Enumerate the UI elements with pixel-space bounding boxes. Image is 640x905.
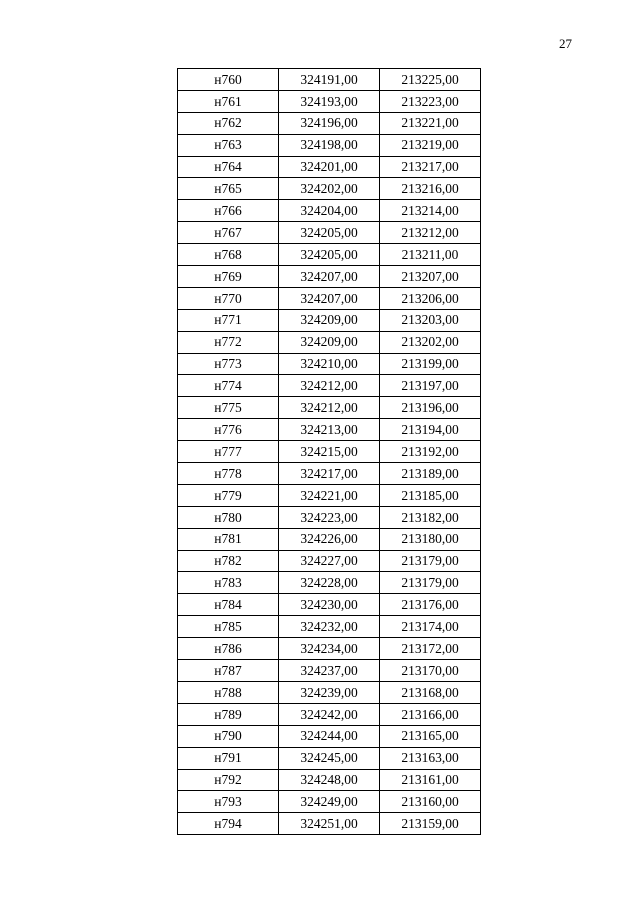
x-coordinate-cell: 324232,00 <box>279 616 380 638</box>
point-id-cell: н778 <box>178 463 279 485</box>
table-row <box>178 375 481 397</box>
table-row <box>178 681 481 703</box>
x-coordinate-cell: 324193,00 <box>279 90 380 112</box>
table-row <box>178 90 481 112</box>
point-id-cell: н788 <box>178 681 279 703</box>
table-row <box>178 638 481 660</box>
table-row <box>178 791 481 813</box>
point-id-cell: н783 <box>178 572 279 594</box>
y-coordinate-cell: 213179,00 <box>380 550 481 572</box>
y-coordinate-cell: 213216,00 <box>380 178 481 200</box>
table-row <box>178 441 481 463</box>
y-coordinate-cell: 213214,00 <box>380 200 481 222</box>
y-coordinate-cell: 213207,00 <box>380 266 481 288</box>
point-id-cell: н776 <box>178 419 279 441</box>
y-coordinate-cell: 213159,00 <box>380 813 481 835</box>
y-coordinate-cell: 213206,00 <box>380 287 481 309</box>
x-coordinate-cell: 324205,00 <box>279 244 380 266</box>
y-coordinate-cell: 213192,00 <box>380 441 481 463</box>
x-coordinate-cell: 324209,00 <box>279 331 380 353</box>
point-id-cell: н771 <box>178 309 279 331</box>
table-row <box>178 616 481 638</box>
x-coordinate-cell: 324248,00 <box>279 769 380 791</box>
page-number: 27 <box>559 36 572 51</box>
x-coordinate-cell: 324237,00 <box>279 660 380 682</box>
point-id-cell: н777 <box>178 441 279 463</box>
x-coordinate-cell: 324223,00 <box>279 506 380 528</box>
y-coordinate-cell: 213166,00 <box>380 703 481 725</box>
x-coordinate-cell: 324221,00 <box>279 484 380 506</box>
y-coordinate-cell: 213160,00 <box>380 791 481 813</box>
point-id-cell: н772 <box>178 331 279 353</box>
y-coordinate-cell: 213174,00 <box>380 616 481 638</box>
x-coordinate-cell: 324204,00 <box>279 200 380 222</box>
x-coordinate-cell: 324207,00 <box>279 266 380 288</box>
point-id-cell: н790 <box>178 725 279 747</box>
x-coordinate-cell: 324228,00 <box>279 572 380 594</box>
point-id-cell: н769 <box>178 266 279 288</box>
table-row <box>178 309 481 331</box>
coordinates-table <box>177 68 481 835</box>
table-row <box>178 594 481 616</box>
point-id-cell: н763 <box>178 134 279 156</box>
point-id-cell: н785 <box>178 616 279 638</box>
point-id-cell: н774 <box>178 375 279 397</box>
table-row <box>178 528 481 550</box>
y-coordinate-cell: 213179,00 <box>380 572 481 594</box>
point-id-cell: н791 <box>178 747 279 769</box>
point-id-cell: н770 <box>178 287 279 309</box>
x-coordinate-cell: 324251,00 <box>279 813 380 835</box>
table-row <box>178 266 481 288</box>
point-id-cell: н765 <box>178 178 279 200</box>
table-row <box>178 178 481 200</box>
table-row <box>178 463 481 485</box>
point-id-cell: н767 <box>178 222 279 244</box>
point-id-cell: н781 <box>178 528 279 550</box>
x-coordinate-cell: 324249,00 <box>279 791 380 813</box>
table-row <box>178 200 481 222</box>
table-row <box>178 484 481 506</box>
x-coordinate-cell: 324209,00 <box>279 309 380 331</box>
y-coordinate-cell: 213176,00 <box>380 594 481 616</box>
y-coordinate-cell: 213196,00 <box>380 397 481 419</box>
x-coordinate-cell: 324245,00 <box>279 747 380 769</box>
point-id-cell: н787 <box>178 660 279 682</box>
point-id-cell: н764 <box>178 156 279 178</box>
x-coordinate-cell: 324201,00 <box>279 156 380 178</box>
table-row <box>178 287 481 309</box>
x-coordinate-cell: 324244,00 <box>279 725 380 747</box>
point-id-cell: н768 <box>178 244 279 266</box>
table-row <box>178 703 481 725</box>
y-coordinate-cell: 213189,00 <box>380 463 481 485</box>
y-coordinate-cell: 213185,00 <box>380 484 481 506</box>
point-id-cell: н789 <box>178 703 279 725</box>
table-row <box>178 572 481 594</box>
y-coordinate-cell: 213212,00 <box>380 222 481 244</box>
point-id-cell: н766 <box>178 200 279 222</box>
y-coordinate-cell: 213225,00 <box>380 69 481 91</box>
table-row <box>178 353 481 375</box>
point-id-cell: н792 <box>178 769 279 791</box>
y-coordinate-cell: 213194,00 <box>380 419 481 441</box>
y-coordinate-cell: 213182,00 <box>380 506 481 528</box>
point-id-cell: н761 <box>178 90 279 112</box>
table-row <box>178 550 481 572</box>
point-id-cell: н794 <box>178 813 279 835</box>
x-coordinate-cell: 324234,00 <box>279 638 380 660</box>
x-coordinate-cell: 324210,00 <box>279 353 380 375</box>
x-coordinate-cell: 324212,00 <box>279 375 380 397</box>
table-row <box>178 419 481 441</box>
y-coordinate-cell: 213219,00 <box>380 134 481 156</box>
point-id-cell: н780 <box>178 506 279 528</box>
point-id-cell: н775 <box>178 397 279 419</box>
point-id-cell: н760 <box>178 69 279 91</box>
point-id-cell: н762 <box>178 112 279 134</box>
x-coordinate-cell: 324202,00 <box>279 178 380 200</box>
y-coordinate-cell: 213161,00 <box>380 769 481 791</box>
coordinates-table-body <box>178 69 481 835</box>
x-coordinate-cell: 324230,00 <box>279 594 380 616</box>
x-coordinate-cell: 324213,00 <box>279 419 380 441</box>
point-id-cell: н786 <box>178 638 279 660</box>
table-row <box>178 112 481 134</box>
x-coordinate-cell: 324215,00 <box>279 441 380 463</box>
table-row <box>178 156 481 178</box>
table-row <box>178 769 481 791</box>
table-row <box>178 813 481 835</box>
table-row <box>178 397 481 419</box>
x-coordinate-cell: 324217,00 <box>279 463 380 485</box>
y-coordinate-cell: 213180,00 <box>380 528 481 550</box>
x-coordinate-cell: 324226,00 <box>279 528 380 550</box>
x-coordinate-cell: 324212,00 <box>279 397 380 419</box>
point-id-cell: н779 <box>178 484 279 506</box>
x-coordinate-cell: 324207,00 <box>279 287 380 309</box>
y-coordinate-cell: 213197,00 <box>380 375 481 397</box>
x-coordinate-cell: 324205,00 <box>279 222 380 244</box>
x-coordinate-cell: 324198,00 <box>279 134 380 156</box>
y-coordinate-cell: 213170,00 <box>380 660 481 682</box>
table-row <box>178 506 481 528</box>
x-coordinate-cell: 324227,00 <box>279 550 380 572</box>
y-coordinate-cell: 213202,00 <box>380 331 481 353</box>
point-id-cell: н782 <box>178 550 279 572</box>
table-row <box>178 222 481 244</box>
table-row <box>178 725 481 747</box>
table-row <box>178 660 481 682</box>
x-coordinate-cell: 324191,00 <box>279 69 380 91</box>
table-row <box>178 331 481 353</box>
table-row <box>178 747 481 769</box>
y-coordinate-cell: 213217,00 <box>380 156 481 178</box>
point-id-cell: н793 <box>178 791 279 813</box>
y-coordinate-cell: 213172,00 <box>380 638 481 660</box>
table-row <box>178 69 481 91</box>
point-id-cell: н773 <box>178 353 279 375</box>
y-coordinate-cell: 213168,00 <box>380 681 481 703</box>
x-coordinate-cell: 324239,00 <box>279 681 380 703</box>
table-row <box>178 134 481 156</box>
y-coordinate-cell: 213221,00 <box>380 112 481 134</box>
y-coordinate-cell: 213163,00 <box>380 747 481 769</box>
x-coordinate-cell: 324196,00 <box>279 112 380 134</box>
y-coordinate-cell: 213199,00 <box>380 353 481 375</box>
y-coordinate-cell: 213211,00 <box>380 244 481 266</box>
point-id-cell: н784 <box>178 594 279 616</box>
table-row <box>178 244 481 266</box>
y-coordinate-cell: 213165,00 <box>380 725 481 747</box>
x-coordinate-cell: 324242,00 <box>279 703 380 725</box>
y-coordinate-cell: 213203,00 <box>380 309 481 331</box>
y-coordinate-cell: 213223,00 <box>380 90 481 112</box>
